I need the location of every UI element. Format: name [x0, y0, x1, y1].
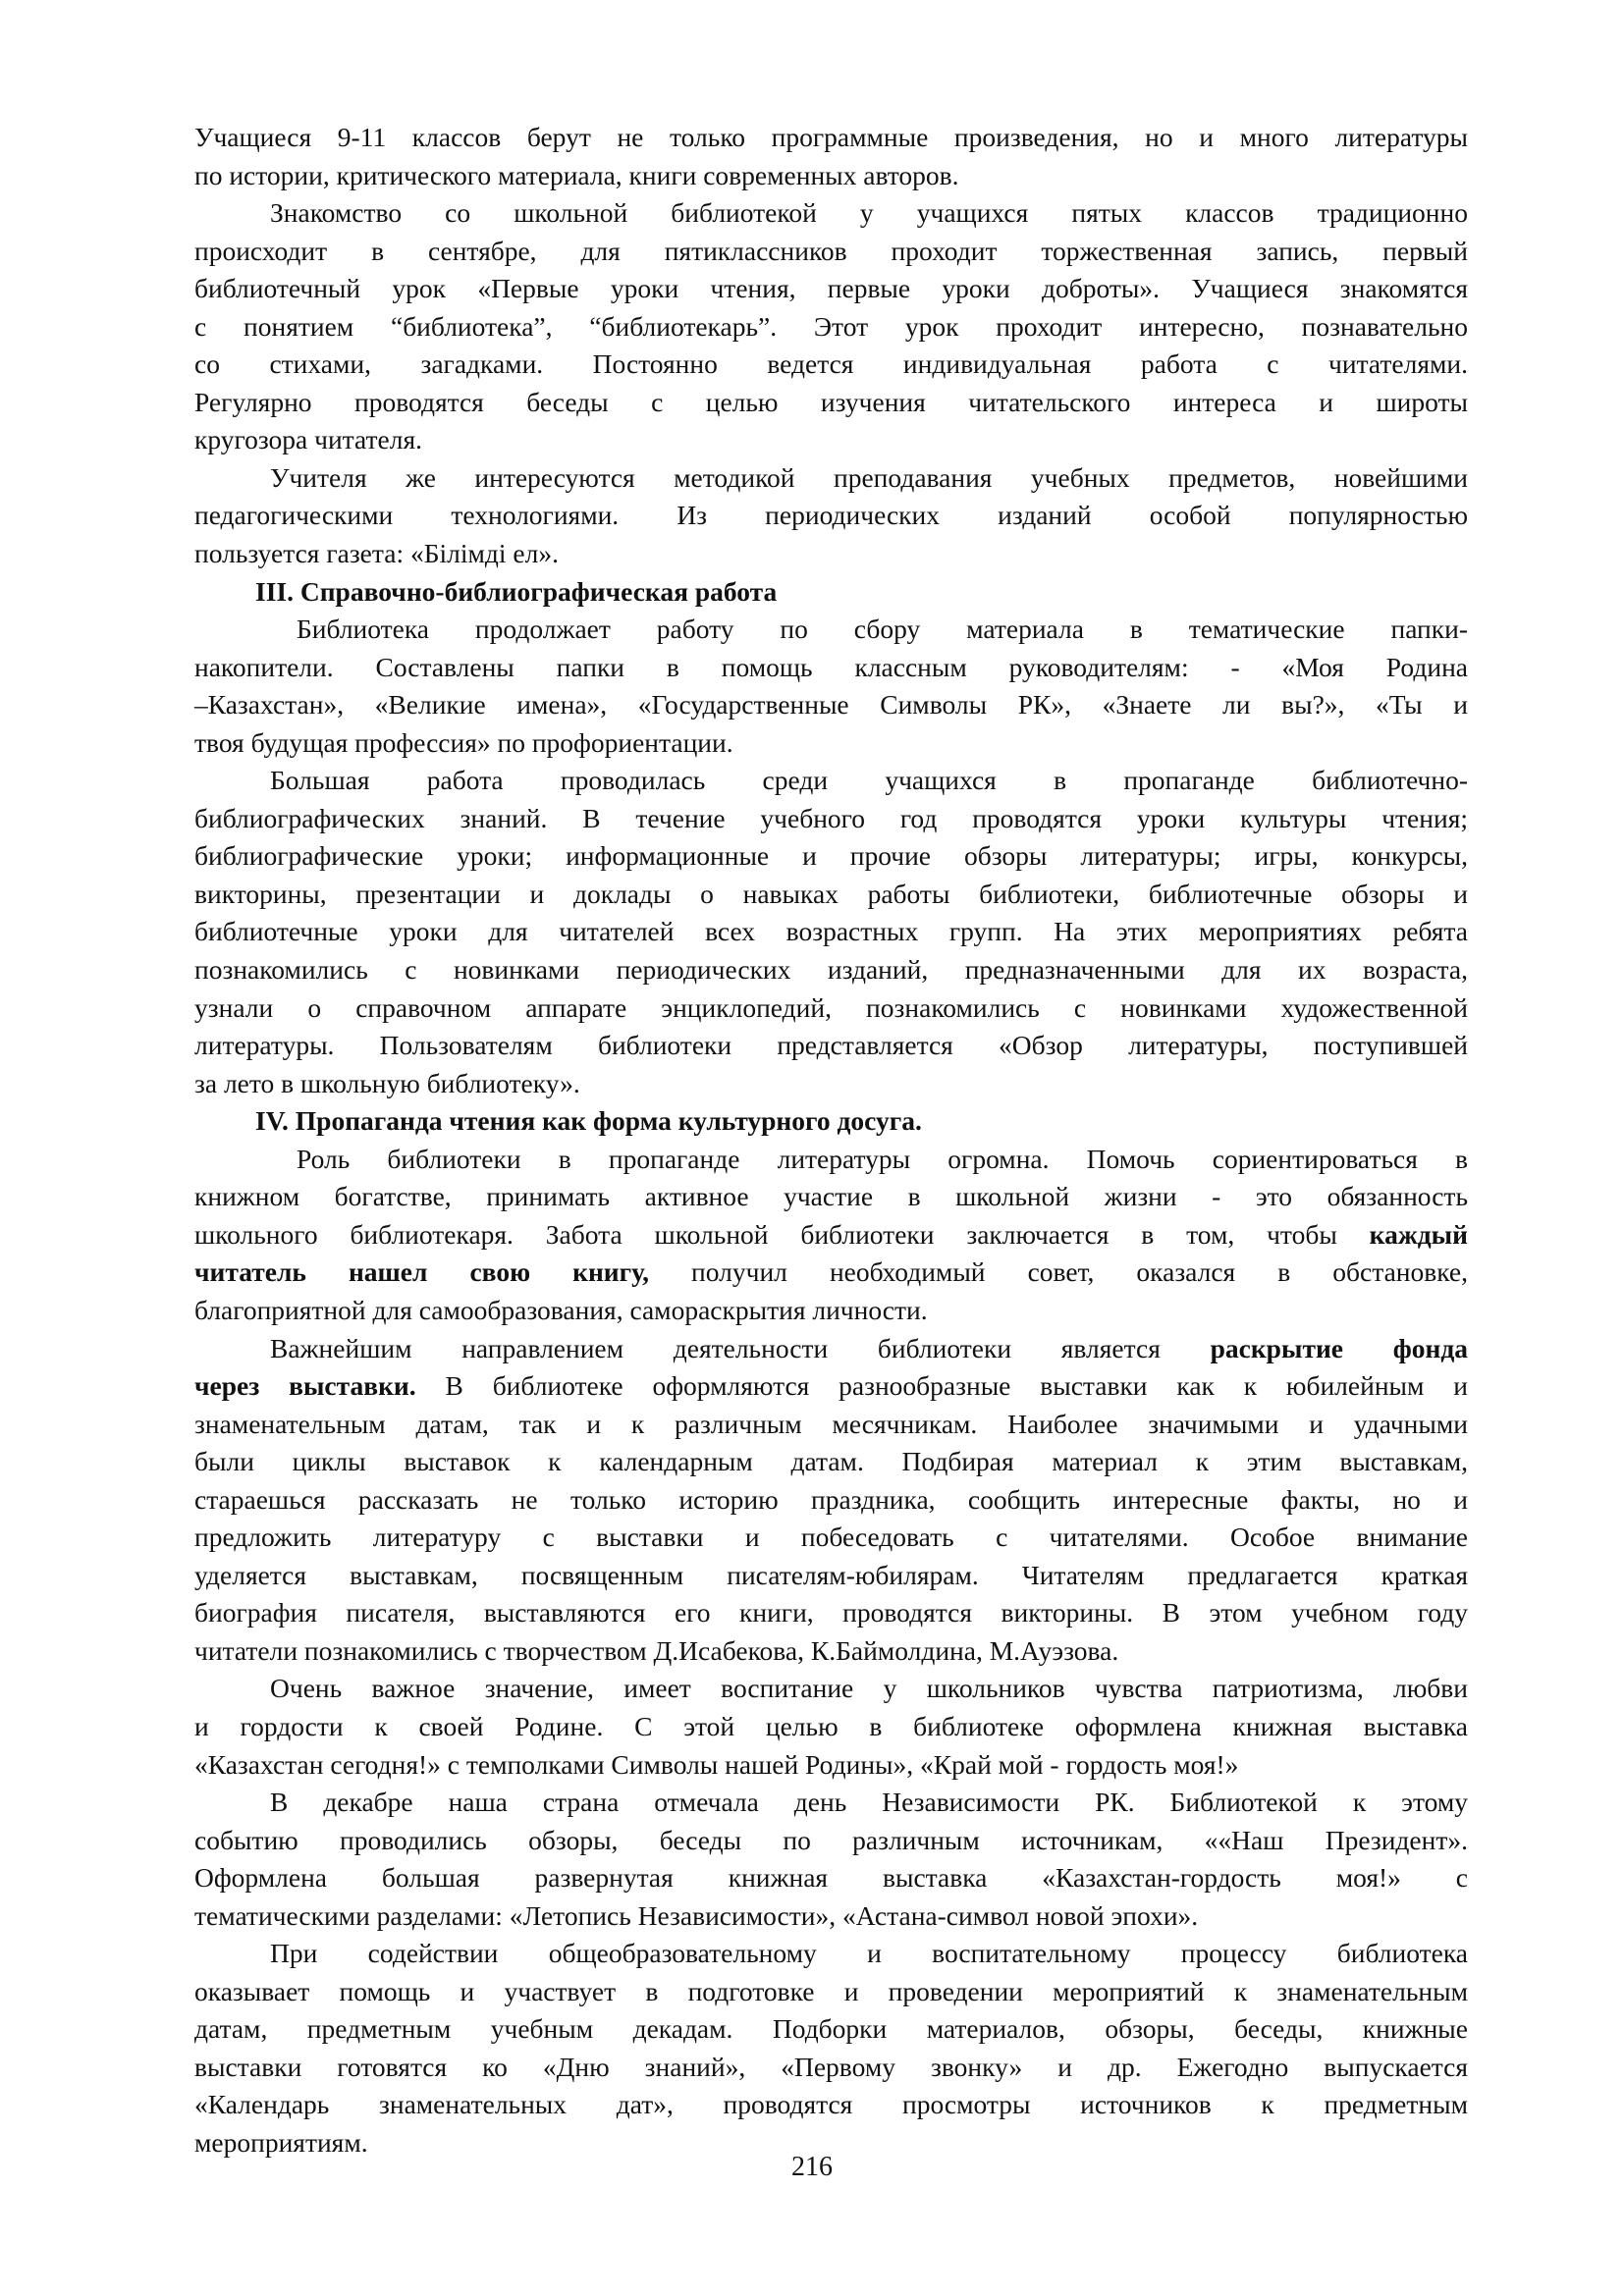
- text-line: датам, предметным учебным декадам. Подборки материалов, обзоры, беседы, книжные: [194, 2013, 1468, 2045]
- text-line: оказывает помощь и участвует в подготовке и проведении мероприятий к знаменательным: [194, 1975, 1468, 2006]
- text-line: Роль библиотеки в пропаганде литературы огромна. Помочь сориентироваться в: [297, 1143, 1468, 1174]
- bold-emphasis: раскрытие фонда: [1210, 1332, 1469, 1363]
- text-line: библиографических знаний. В течение учебного год проводятся уроки культуры чтения;: [194, 802, 1468, 833]
- text-line: знаменательным датам, так и к различным месячникам. Наиболее значимыми и удачными: [194, 1408, 1468, 1439]
- text-line: узнали о справочном аппарате энциклопедий, познакомились с новинками художественной: [194, 991, 1468, 1023]
- text-line: стараешься рассказать не только историю праздника, сообщить интересные факты, но и: [194, 1483, 1468, 1515]
- bold-emphasis: каждый: [1369, 1218, 1468, 1250]
- bold-emphasis: через выставки.: [194, 1370, 416, 1402]
- paragraph: [194, 119, 1468, 194]
- text-line: Учителя же интересуются методикой преподавания учебных предметов, новейшими: [270, 461, 1468, 493]
- text-line: книжном богатстве, принимать активное участие в школьной жизни - это обязанность: [194, 1181, 1468, 1212]
- page-number: 216: [791, 2152, 833, 2182]
- text-line: литературы. Пользователям библиотеки представляется «Обзор литературы, поступившей: [194, 1030, 1468, 1061]
- text-line: мероприятиям.: [194, 2126, 368, 2158]
- text-line: –Казахстан», «Великие имена», «Государственные Символы РК», «Знаете ли вы?», «Ты и: [194, 689, 1468, 721]
- paragraph: [194, 1141, 1468, 1330]
- paragraph: [194, 459, 1468, 573]
- text-line: накопители. Составлены папки в помощь классным руководителям: - «Моя Родина: [194, 651, 1468, 682]
- text-line: читатель нашел свою книгу, получил необходимый совет, оказался в обстановке,: [194, 1256, 1468, 1288]
- text-line: со стихами, загадками. Постоянно ведется индивидуальная работа с читателями.: [194, 348, 1468, 380]
- text-line: Знакомство со школьной библиотекой у учащихся пятых классов традиционно: [270, 197, 1468, 229]
- text-line: Важнейшим направлением деятельности библиотеки является раскрытие фонда: [270, 1332, 1469, 1363]
- paragraph: [194, 1784, 1468, 1935]
- text-line: «Календарь знаменательных дат», проводятся просмотры источников к предметным: [194, 2089, 1468, 2120]
- text-line: викторины, презентации и доклады о навыках работы библиотеки, библиотечные обзоры и: [194, 878, 1468, 909]
- text-line: Регулярно проводятся беседы с целью изучения читательского интереса и широты: [194, 386, 1468, 417]
- text-line: читатели познакомились с творчеством Д.Исабекова, К.Баймолдина, М.Ауэзова.: [194, 1634, 1119, 1666]
- paragraph: [194, 1935, 1468, 2162]
- text-line: событию проводились обзоры, беседы по различным источникам, ««Наш Президент».: [194, 1824, 1468, 1855]
- text-line: твоя будущая профессия» по профориентации.: [194, 726, 733, 758]
- text-line: школьного библиотекаря. Забота школьной библиотеки заключается в том, чтобы каждый: [194, 1218, 1468, 1250]
- text-line: В декабре наша страна отмечала день Независимости РК. Библиотекой к этому: [270, 1787, 1468, 1818]
- paragraph: [194, 611, 1468, 762]
- text-line: биография писателя, выставляются его книги, проводятся викторины. В этом учебном году: [194, 1597, 1468, 1629]
- section-heading: [194, 1102, 1468, 1141]
- text-line: с понятием “библиотека”, “библиотекарь”. Этот урок проходит интересно, познавательно: [194, 310, 1468, 342]
- text-line: Библиотека продолжает работу по сбору материала в тематические папки-: [297, 614, 1468, 645]
- text-line: выставки готовятся ко «Дню знаний», «Первому звонку» и др. Ежегодно выпускается: [194, 2051, 1468, 2082]
- text-line: за лето в школьную библиотеку».: [194, 1067, 580, 1098]
- text-line: Очень важное значение, имеет воспитание у школьников чувства патриотизма, любви: [270, 1673, 1468, 1704]
- text-line: и гордости к своей Родине. С этой целью в библиотеке оформлена книжная выставка: [194, 1710, 1468, 1741]
- text-line: предложить литературу с выставки и побеседовать с читателями. Особое внимание: [194, 1522, 1468, 1553]
- text-line: уделяется выставкам, посвященным писателям-юбилярам. Читателям предлагается краткая: [194, 1559, 1468, 1590]
- document-page: [194, 119, 1468, 2163]
- text-line: педагогическими технологиями. Из периодических изданий особой популярностью: [194, 500, 1468, 531]
- text-line: библиографические уроки; информационные и прочие обзоры литературы; игры, конкурсы,: [194, 840, 1468, 872]
- text-line: Оформлена большая развернутая книжная выставка «Казахстан-гордость моя!» с: [194, 1862, 1468, 1894]
- text-line: Учащиеся 9-11 классов берут не только программные произведения, но и много литературы: [194, 122, 1468, 152]
- section-heading: [194, 573, 1468, 612]
- text-line: были циклы выставок к календарным датам. Подбирая материал к этим выставкам,: [194, 1446, 1468, 1477]
- text-line: благоприятной для самообразования, самораскрытия личности.: [194, 1294, 928, 1325]
- text-line: происходит в сентябре, для пятиклассников проходит торжественная запись, первый: [194, 235, 1468, 266]
- text-line: При содействии общеобразовательному и воспитательному процессу библиотека: [270, 1938, 1468, 1969]
- heading-text: III. Справочно-библиографическая работа: [255, 575, 778, 607]
- text-line: тематическими разделами: «Летопись Независимости», «Астана-символ новой эпохи».: [194, 1899, 1199, 1931]
- text-line: библиотечный урок «Первые уроки чтения, первые уроки доброты». Учащиеся знакомятся: [194, 273, 1468, 304]
- text-line: по истории, критического материала, книги современных авторов.: [194, 159, 959, 190]
- text-line: через выставки. В библиотеке оформляются разнообразные выставки как к юбилейным и: [194, 1370, 1468, 1402]
- paragraph: [194, 1330, 1468, 1671]
- text-line: «Казахстан сегодня!» с темполками Символы нашей Родины», «Край мой - гордость моя!»: [194, 1748, 1239, 1780]
- text-line: библиотечные уроки для читателей всех возрастных групп. На этих мероприятиях ребята: [194, 916, 1468, 947]
- text-line: пользуется газета: «Білімді ел».: [194, 538, 559, 569]
- paragraph: [194, 194, 1468, 459]
- text-line: познакомились с новинками периодических изданий, предназначенными для их возраста,: [194, 954, 1468, 986]
- text-line: Большая работа проводилась среди учащихся в пропаганде библиотечно-: [270, 765, 1468, 796]
- paragraph: [194, 762, 1468, 1102]
- text-line: кругозора читателя.: [194, 424, 422, 455]
- bold-emphasis: читатель нашел свою книгу,: [194, 1256, 650, 1288]
- heading-text: IV. Пропаганда чтения как форма культурного досуга.: [255, 1105, 922, 1137]
- paragraph: [194, 1670, 1468, 1784]
